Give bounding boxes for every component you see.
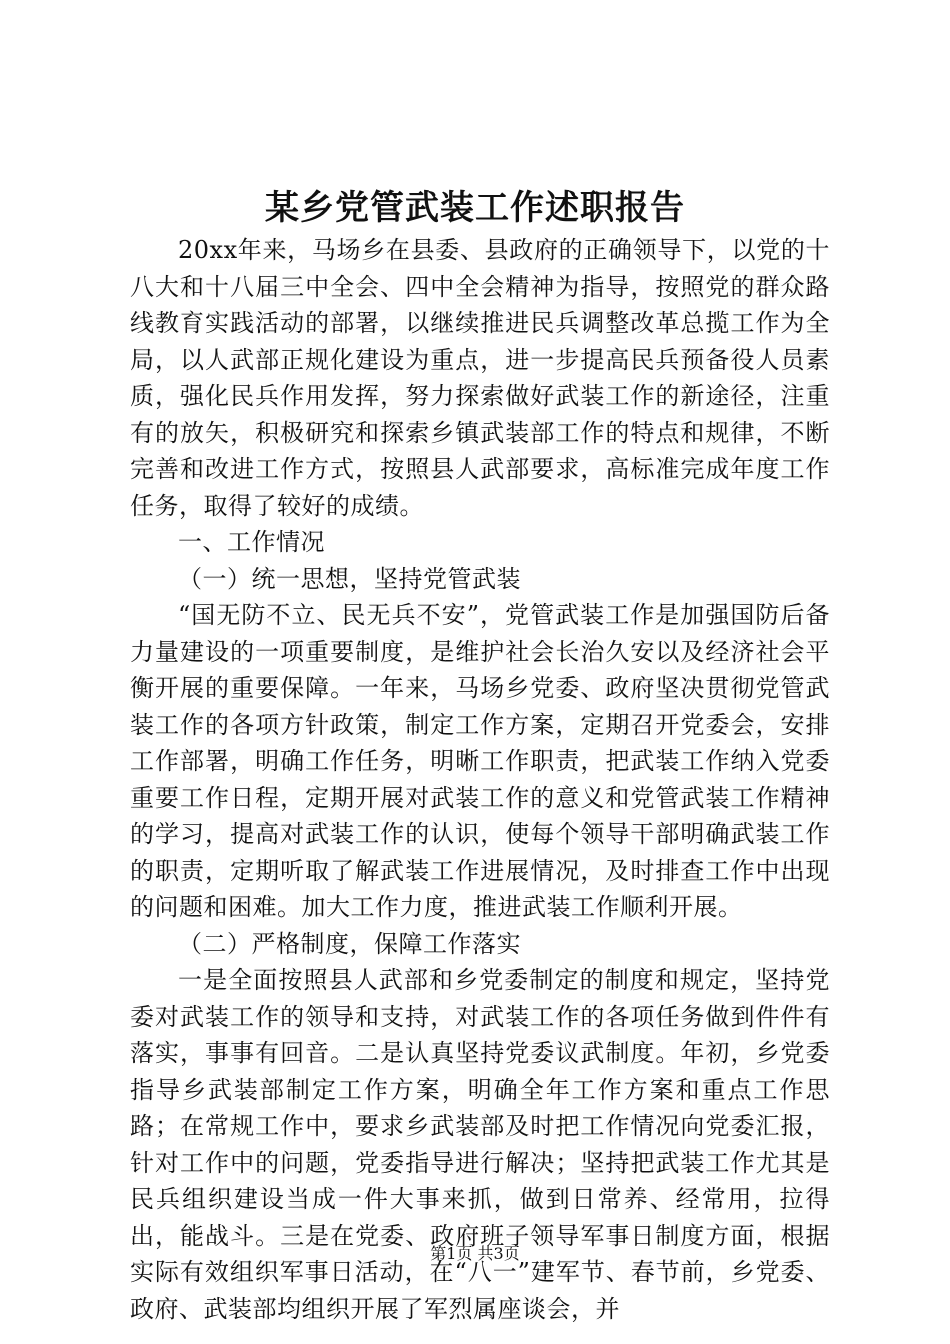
intro-paragraph: 20xx年来，马场乡在县委、县政府的正确领导下，以党的十八大和十八届三中全会、四中全会精神为指导，按照党的群众路线教育实践活动的部署，以继续推进民兵调整改革总揽工作为全局，以人武部正规化建设为重点，进一步提高民兵预备役人员素质，强化民兵作用发挥，努力探索做好武装工作的新途径，注重有的放矢，积极研究和探索乡镇武装部工作的特点和规律，不断完善和改进工作方式，按照县人武部要求，高标准完成年度工作任务，取得了较好的成绩。: [130, 236, 830, 520]
body-paragraph: 一是全面按照县人武部和乡党委制定的制度和规定，坚持党委对武装工作的领导和支持，对武装工作的各项任务做到件件有落实，事事有回音。二是认真坚持党委议武制度。年初，乡党委指导乡武装部制定工作方案，明确全年工作方案和重点工作思路；在常规工作中，要求乡武装部及时把工作情况向党委汇报，针对工作中的问题，党委指导进行解决；坚持把武装工作尤其是民兵组织建设当成一件大事来抓，做到日常养、经常用，拉得出，能战斗。三是在党委、政府班子领导军事日制度方面，根据实际有效组织军事日活动，在“八一”建军节、春节前，乡党委、政府、武装部均组织开展了军烈属座谈会，并: [130, 966, 830, 1323]
section-heading-1: 一、工作情况: [178, 528, 325, 556]
subsection-heading-1: （一）统一思想，坚持党管武装: [178, 564, 521, 593]
subsection-heading-2: （二）严格制度，保障工作落实: [178, 929, 521, 958]
document-body: [130, 232, 830, 1327]
body-paragraph: “国无防不立、民无兵不安”，党管武装工作是加强国防后备力量建设的一项重要制度，是维护社会长治久安以及经济社会平衡开展的重要保障。一年来，马场乡党委、政府坚决贯彻党管武装工作的各项方针政策，制定工作方案，定期召开党委会，安排工作部署，明确工作任务，明晰工作职责，把武装工作纳入党委重要工作日程，定期开展对武装工作的意义和党管武装工作精神的学习，提高对武装工作的认识，使每个领导干部明确武装工作的职责，定期听取了解武装工作进展情况，及时排查工作中出现的问题和困难。加大工作力度，推进武装工作顺利开展。: [130, 601, 830, 921]
page-footer: 第1页 共3页: [430, 1244, 520, 1263]
document-title: 某乡党管武装工作述职报告: [265, 188, 685, 228]
